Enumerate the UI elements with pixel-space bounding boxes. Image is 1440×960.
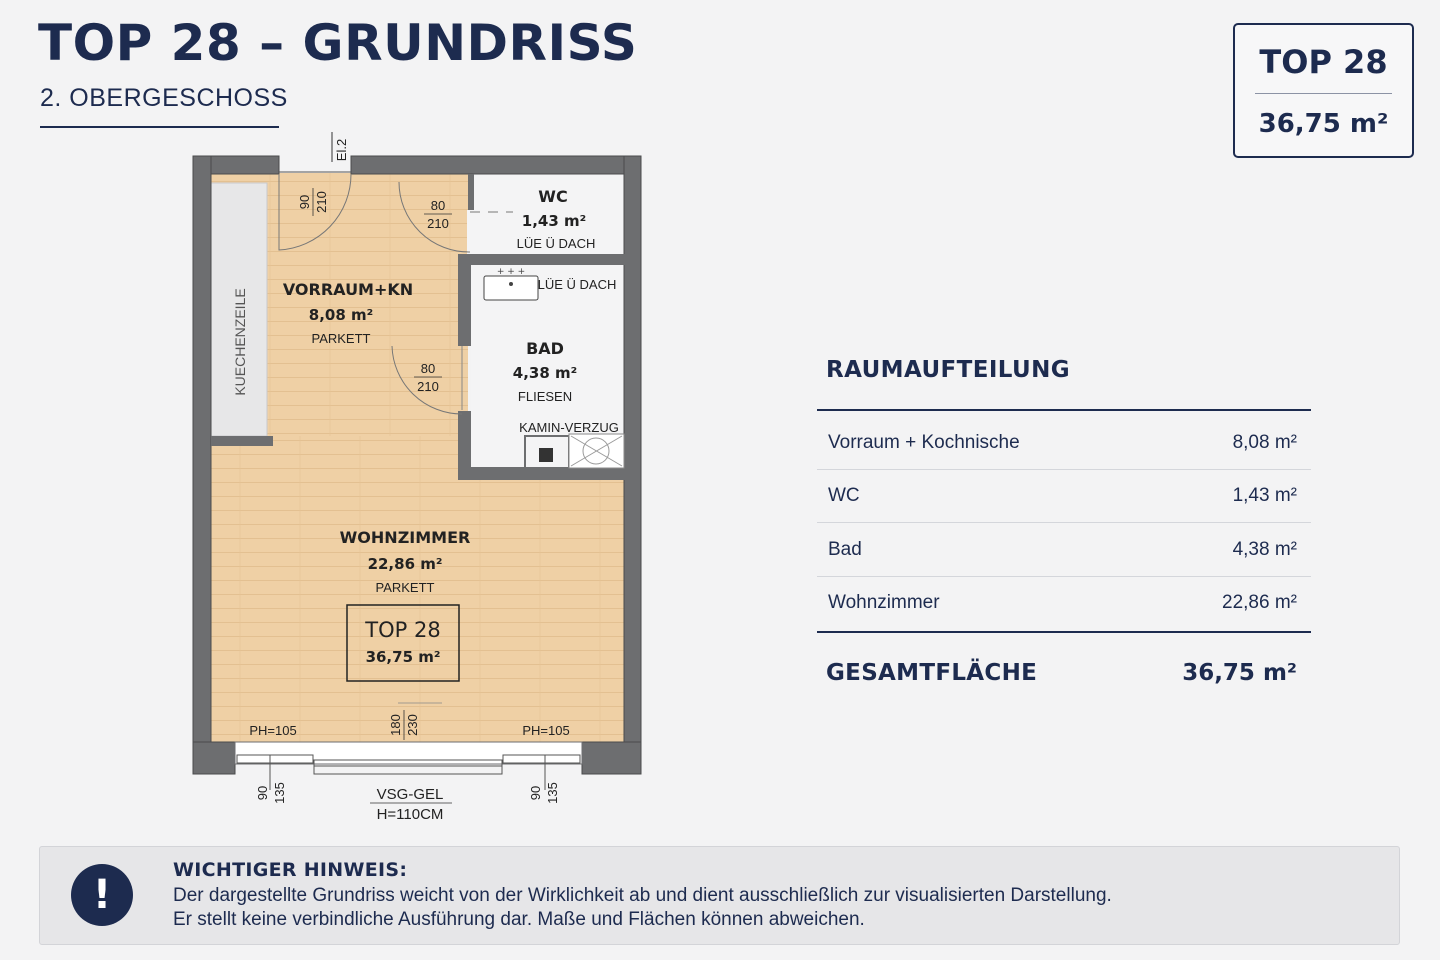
sink <box>484 276 538 300</box>
bad-name: BAD <box>526 339 564 358</box>
wall-wc-bad <box>458 254 625 265</box>
exclamation-icon: ! <box>71 864 133 926</box>
row-name: Vorraum + Kochnische <box>828 432 1020 453</box>
wc-note: LÜE Ü DACH <box>516 236 596 251</box>
kamin-label: KAMIN-VERZUG <box>519 420 619 435</box>
el-label: El.2 <box>334 138 349 162</box>
wc-door-gap <box>467 210 475 254</box>
page-title: TOP 28 – GRUNDRISS <box>38 14 638 72</box>
notice-line-2: Er stellt keine verbindliche Ausführung dar. Maße und Flächen können abweichen. <box>173 909 865 930</box>
badge-unit: TOP 28 <box>1259 43 1388 81</box>
wohnzimmer-floor-type: PARKETT <box>375 580 435 595</box>
svg-text:+ + +: + + + <box>496 267 526 277</box>
row-area: 1,43 m² <box>1232 485 1297 506</box>
unit-box-area: 36,75 m² <box>365 648 441 666</box>
table-row <box>817 523 1311 577</box>
row-area: 4,38 m² <box>1232 539 1297 560</box>
unit-box-name: TOP 28 <box>365 618 441 642</box>
bad-area: 4,38 m² <box>512 364 578 382</box>
total-label: GESAMTFLÄCHE <box>826 660 1038 686</box>
wc-door-height: 210 <box>427 216 449 231</box>
entrance-door-height: 210 <box>314 191 329 213</box>
balcony-door-width: 180 <box>388 714 403 736</box>
wc-area: 1,43 m² <box>521 212 587 230</box>
table-row <box>817 469 1311 523</box>
wohnzimmer-area: 22,86 m² <box>367 555 443 573</box>
window-right-width: 90 <box>528 785 543 801</box>
bad-floor-type: FLIESEN <box>517 389 573 404</box>
row-area: 22,86 m² <box>1222 592 1297 613</box>
window-right-height: 135 <box>545 782 560 804</box>
bad-door-width: 80 <box>420 361 436 376</box>
wall-left <box>193 156 211 774</box>
railing-line2: H=110CM <box>376 806 444 823</box>
row-name: Bad <box>828 539 862 560</box>
wc-door-width: 80 <box>430 198 446 213</box>
window-right-ph: PH=105 <box>522 723 570 738</box>
vorraum-name: VORRAUM+KN <box>282 280 414 299</box>
wohnzimmer-name: WOHNZIMMER <box>339 528 471 547</box>
unit-badge <box>1233 23 1414 158</box>
wall-top-right <box>351 156 641 174</box>
vorraum-floor-type: PARKETT <box>311 331 371 346</box>
wall-right <box>624 156 641 774</box>
vorraum-area: 8,08 m² <box>308 306 374 324</box>
balcony-door-height: 230 <box>405 714 420 736</box>
wall-bottom-left <box>193 742 235 774</box>
wc-name: WC <box>538 187 568 206</box>
wall-bottom-right <box>582 742 641 774</box>
bad-door-height: 210 <box>417 379 439 394</box>
row-name: Wohnzimmer <box>828 592 940 613</box>
room-table-bottom-rule <box>817 631 1311 633</box>
room-table-heading: RAUMAUFTEILUNG <box>826 357 1071 383</box>
bad-note: LÜE Ü DACH <box>537 277 617 292</box>
notice-box <box>39 846 1400 945</box>
notice-title: WICHTIGER HINWEIS: <box>173 859 408 881</box>
total-value: 36,75 m² <box>1182 660 1297 686</box>
table-row <box>817 416 1311 470</box>
window-left-width: 90 <box>255 785 270 801</box>
row-area: 8,08 m² <box>1232 432 1297 453</box>
room-table-top-rule <box>817 409 1311 411</box>
wall-bottom-mid <box>235 742 582 764</box>
window-left-height: 135 <box>272 782 287 804</box>
floor-plan <box>0 0 700 840</box>
kitchen-label: KUECHENZEILE <box>232 288 248 396</box>
wall-wc-left <box>468 174 474 210</box>
railing-line1: VSG-GEL <box>376 786 444 803</box>
table-row <box>817 576 1311 629</box>
badge-divider <box>1255 93 1392 94</box>
notice-line-1: Der dargestellte Grundriss weicht von der Wirklichkeit ab und dient ausschließlich zur visualisierten Darstellung. <box>173 885 1112 906</box>
wall-bad-left-upper <box>458 254 471 346</box>
row-name: WC <box>828 485 860 506</box>
wall-kitchen-stub <box>211 436 273 446</box>
shaft-marker <box>539 448 553 462</box>
badge-area: 36,75 m² <box>1258 109 1389 139</box>
window-left-ph: PH=105 <box>249 723 297 738</box>
entrance-door-width: 90 <box>297 194 312 210</box>
page-subtitle: 2. OBERGESCHOSS <box>40 84 288 112</box>
